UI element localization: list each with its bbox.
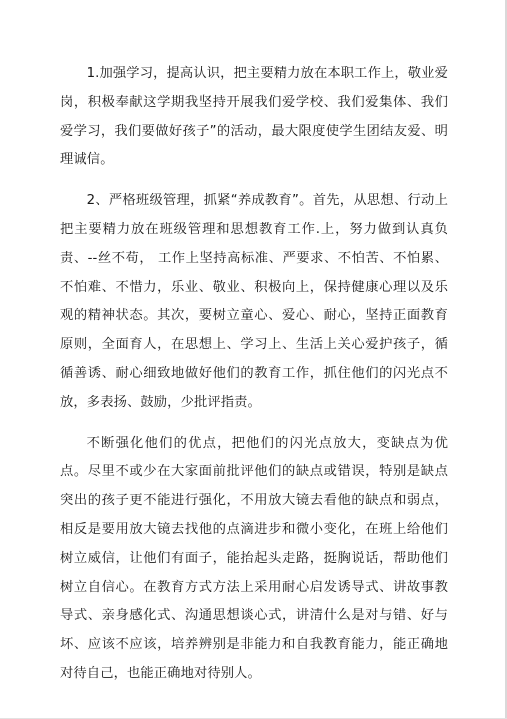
paragraph-1: 1.加强学习，提高认识，把主要精力放在本职工作上，敬业爱岗，积极奉献这学期我坚持开展我们爱学校、我们爱集体、我们爱学习，我们要做好孩子”的活动，最大限度使学生团结友爱、明理诚信。 [60, 66, 448, 168]
document-body [60, 60, 448, 689]
paragraph-2: 2、严格班级管理，抓紧“养成教育”。首先，从思想、行动上把主要精力放在班级管理和思想教育工作.上，努力做到认真负责、--丝不苟， 工作上坚持高标准、严要求、不怕苦、不怕累、不怕难、不惜力，乐业、敬业、积极向上，保持健康心理以及乐观的精神状态。其次，要树立童心、爱心、耐心，坚持正面教育原则，全面育人，在思想上、学习上、生活上关心爱护孩子，循循善诱、耐心细致地做好他们的教育工作，抓住他们的闪光点不放，多表扬、鼓励，少批评指责。 [60, 193, 448, 410]
paragraph-3: 不断强化他们的优点，把他们的闪光点放大，变缺点为优点。尽里不或少在大家面前批评他们的缺点或错误，特别是缺点突出的孩子更不能进行强化，不用放大镜去看他的缺点和弱点，相反是要用放大镜去找他的点滴进步和微小变化，在班上给他们树立威信，让他们有面子，能抬起头走路，挺胸说话，帮助他们树立自信心。在教育方式方法上采用耐心启发诱导式、讲故事教导式、亲身感化式、沟通思想谈心式，讲清什么是对与错、好与坏、应该不应该，培养辨别是非能力和自我教育能力，能正确地对待自己，也能正确地对待别人。 [60, 435, 448, 681]
